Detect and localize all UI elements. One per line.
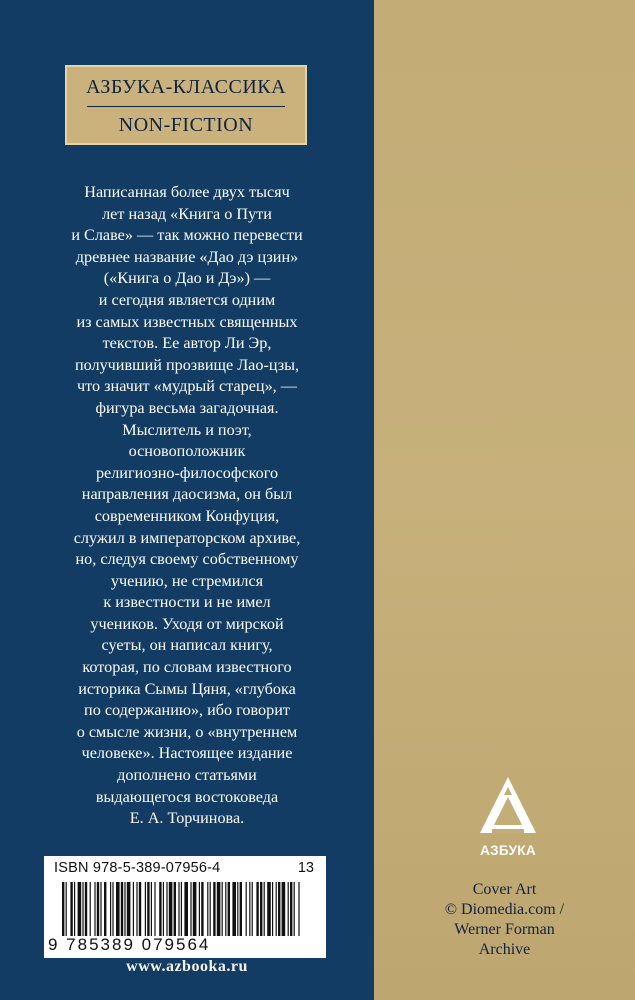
series-label: [65, 65, 307, 145]
blurb-line: основоположник: [128, 442, 246, 461]
credit-line: © Diomedia.com /: [444, 901, 565, 918]
isbn-number: ISBN 978-5-389-07956-4: [54, 860, 221, 876]
barcode-bar: [94, 882, 95, 936]
blurb-line: человеке». Настоящее издание: [81, 744, 293, 763]
blurb-line: и Славе» — так можно перевести: [71, 226, 303, 245]
series-name: АЗБУКА-КЛАССИКА: [85, 76, 287, 98]
barcode-bar: [78, 882, 82, 936]
barcode-bar: [240, 882, 242, 936]
blurb-line: древнее название «Дао дэ цзин»: [75, 247, 299, 266]
barcode-bar: [133, 882, 134, 936]
barcode-bar: [246, 882, 247, 936]
barcode-bar: [166, 882, 167, 936]
barcode-bar: [163, 882, 164, 936]
blurb-line: направления даосизма, он был: [81, 485, 293, 504]
blurb-line: к известности и не имел: [103, 593, 271, 612]
barcode-bar: [282, 882, 286, 936]
barcode-bar: [249, 882, 250, 936]
blurb-line: текстов. Ее автор Ли Эр,: [102, 334, 272, 353]
barcode-bar: [70, 882, 72, 936]
barcode-bar: [190, 882, 191, 936]
barcode-bar: [121, 882, 123, 936]
barcode-bar: [178, 882, 179, 936]
barcode-bar: [288, 882, 289, 936]
barcode-bar: [294, 882, 295, 936]
blurb-text: [30, 182, 344, 830]
barcode-bar: [159, 882, 161, 936]
barcode-bar: [272, 882, 273, 936]
isbn-addon: 13: [297, 860, 314, 876]
barcode-bar: [228, 882, 230, 936]
credit-line: Werner Forman: [454, 921, 555, 938]
blurb-line: Написанная более двух тысяч: [84, 183, 290, 201]
barcode-bar: [264, 882, 265, 936]
barcode-bar: [110, 882, 111, 936]
barcode-bar: [147, 882, 149, 936]
barcode-bar: [213, 882, 215, 936]
barcode-bar: [260, 882, 262, 936]
barcode-bar: [184, 882, 188, 936]
barcode-bar: [199, 882, 200, 936]
barcode-bar: [210, 882, 211, 936]
barcode-bar: [193, 882, 197, 936]
series-subtitle: NON-FICTION: [118, 114, 254, 136]
barcode-bar: [217, 882, 221, 936]
cover-credits: [374, 880, 635, 960]
barcode-bar: [66, 882, 67, 936]
barcode-bar: [267, 882, 271, 936]
blurb-line: о смысле жизни, о «внутреннем: [76, 722, 298, 741]
barcode-bar: [256, 882, 258, 936]
barcode-bar: [104, 882, 106, 936]
barcode-bar: [252, 882, 253, 936]
blurb-line: но, следуя своему собственному: [75, 550, 299, 569]
barcode-bar: [237, 882, 238, 936]
barcode-bar: [290, 882, 292, 936]
blurb-line: религиозно-философского: [95, 463, 279, 482]
logo-text: АЗБУКА: [480, 843, 536, 858]
series-divider: [87, 106, 285, 107]
barcode-bar: [127, 882, 131, 936]
barcode-bar: [222, 882, 223, 936]
credit-line: Archive: [478, 941, 531, 958]
blurb-line: Е. А. Торчинова.: [129, 809, 245, 828]
barcode-bar: [90, 882, 91, 936]
barcode-bars: [62, 882, 302, 936]
barcode-bar: [116, 882, 120, 936]
barcode-bar: [74, 882, 75, 936]
blurb-line: лет назад «Книга о Пути: [102, 204, 272, 223]
blurb-line: современником Конфуция,: [94, 506, 280, 525]
barcode-bar: [207, 882, 208, 936]
barcode-bar: [85, 882, 87, 936]
barcode-bar: [225, 882, 226, 936]
barcode-bar: [100, 882, 101, 936]
barcode-bar: [181, 882, 182, 936]
barcode-bar: [139, 882, 141, 936]
blurb-line: что значит «мудрый старец», —: [77, 377, 297, 396]
blurb-line: выдающегося востоковеда: [95, 787, 279, 806]
barcode-bar: [112, 882, 113, 936]
barcode-bar: [97, 882, 99, 936]
barcode-bar: [201, 882, 203, 936]
barcode-bar: [136, 882, 137, 936]
blurb-line: («Книга о Дао и Дэ») —: [103, 269, 271, 288]
blurb-line: суеты, он написал книгу,: [101, 636, 273, 655]
blurb-line: служил в императорском архиве,: [73, 528, 301, 547]
azbuka-logo-icon: [478, 775, 538, 837]
blurb-line: фигура весьма загадочная.: [95, 398, 279, 417]
blurb-line: по содержанию», ибо говорит: [84, 701, 290, 720]
barcode-bar: [278, 882, 280, 936]
barcode-bar: [62, 882, 64, 936]
barcode-bar: [145, 882, 146, 936]
blurb-line: из самых известных священных: [76, 312, 298, 331]
blurb-line: учеников. Уходя от мирской: [90, 614, 284, 633]
barcode-bar: [82, 882, 83, 936]
barcode-bar: [151, 882, 152, 936]
blurb-line: которая, по словам известного: [82, 658, 292, 677]
barcode-bar: [232, 882, 236, 936]
isbn-barcode-block: [44, 856, 326, 958]
blurb-line: учению, не стремился: [110, 571, 264, 590]
blurb-line: дополнено статьями: [117, 766, 257, 785]
blurb-line: Мыслитель и поэт,: [122, 420, 252, 439]
barcode-bar: [154, 882, 155, 936]
website-url: www.azbooka.ru: [126, 958, 248, 975]
barcode-bar: [276, 882, 277, 936]
barcode-bar: [124, 882, 125, 936]
blurb-line: историка Сымы Цяня, «глубока: [78, 679, 296, 698]
blurb-line: получивший прозвище Лао-цзы,: [74, 355, 300, 374]
ean-digits: 9 785389 079564: [48, 935, 211, 954]
barcode-bar: [169, 882, 173, 936]
blurb-line: и сегодня является одним: [98, 290, 276, 309]
barcode-bar: [174, 882, 176, 936]
credit-line: Cover Art: [472, 881, 537, 898]
publisher-logo: [468, 775, 548, 865]
barcode-bar: [298, 882, 299, 936]
